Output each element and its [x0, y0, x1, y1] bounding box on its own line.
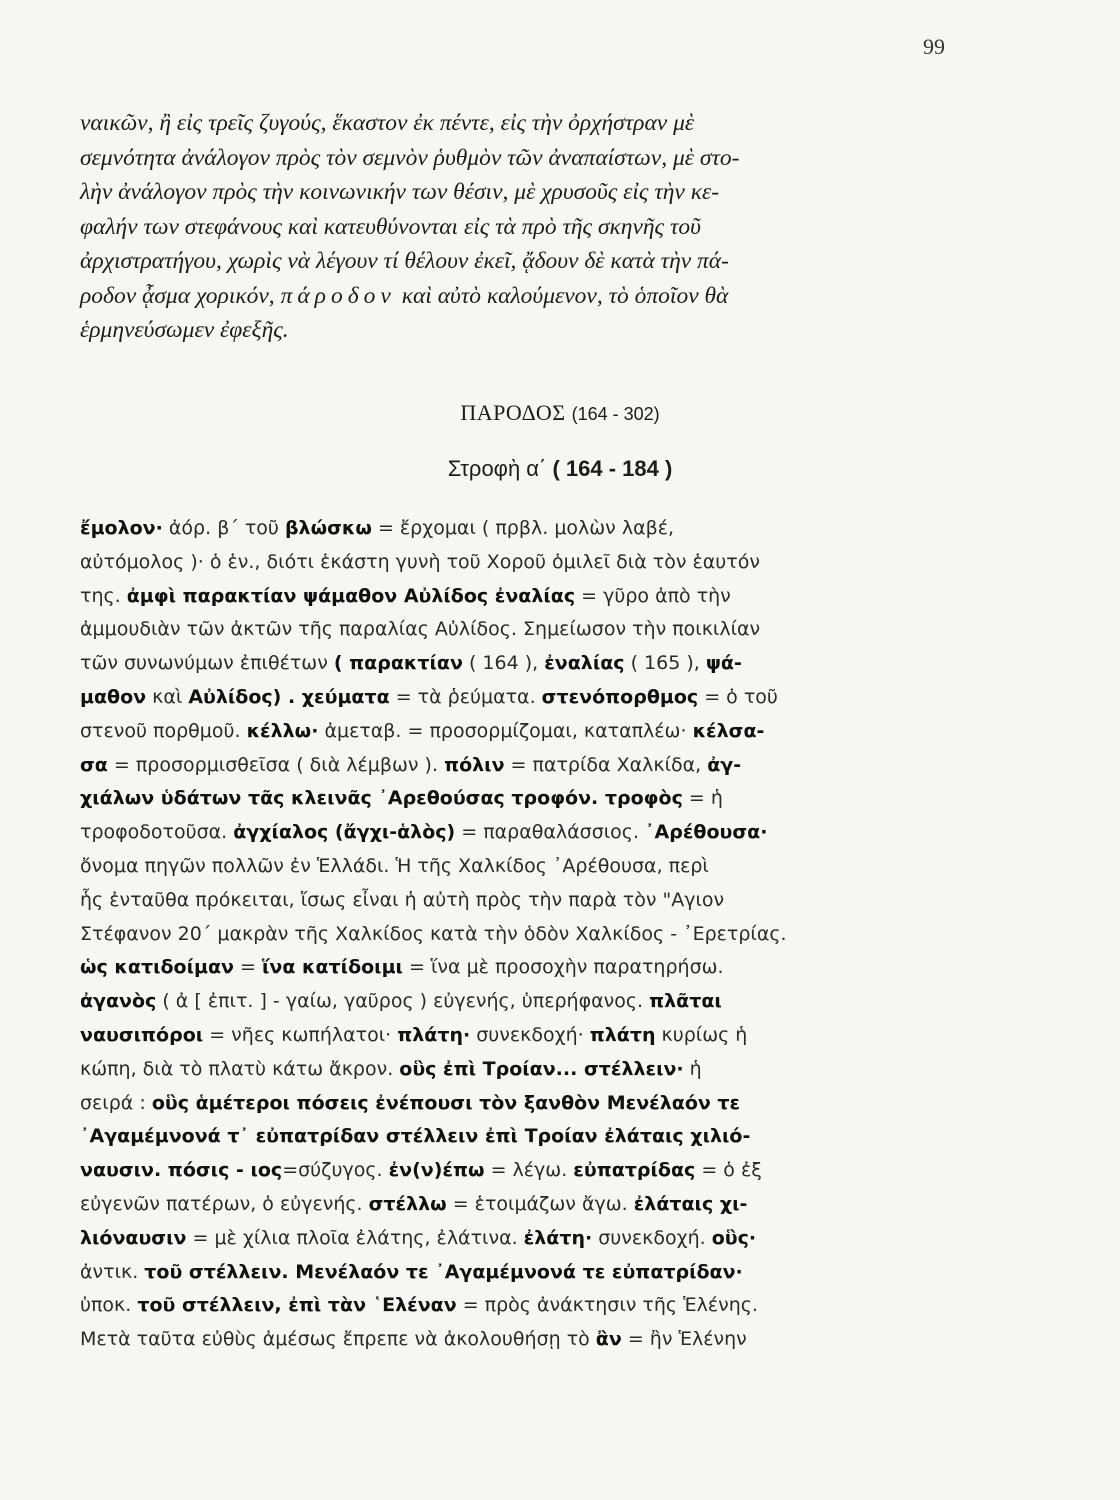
bold-term: ἀγχίαλος (ἄγχι-ἁλὸς)	[233, 821, 456, 844]
strophe-title-range: ( 164 - 184 )	[552, 456, 673, 481]
text-run: ἡ	[683, 1057, 702, 1080]
commentary-block	[80, 512, 950, 1357]
commentary-line	[80, 1087, 950, 1121]
spaced-term: πάροδον	[280, 282, 396, 309]
text-run: συνεκδοχή·	[470, 1023, 590, 1046]
text-run: τροφοδοτοῦσα.	[80, 821, 234, 844]
text-run: = πατρίδα Χαλκίδα,	[504, 753, 708, 776]
bold-term: τοῦ στέλλειν, ἐπὶ τὰν ῾Ελέναν	[137, 1294, 457, 1317]
commentary-line	[80, 1289, 950, 1323]
commentary-line	[80, 681, 950, 715]
commentary-line	[80, 1188, 950, 1222]
text-run: Μετὰ ταῦτα εὐθὺς ἀμέσως ἔπρεπε νὰ ἀκολουθήσῃ τὸ	[80, 1328, 596, 1351]
intro-line	[80, 279, 942, 314]
bold-term: οὓς ἁμέτεροι πόσεις ἐνέπουσι τὸν ξανθὸν Μενέλαόν τε	[151, 1091, 741, 1114]
commentary-line	[80, 749, 950, 783]
bold-term: ἵνα κατίδοιμι	[261, 956, 403, 979]
text-run: κώπη, διὰ τὸ πλατὺ κάτω ἄκρον.	[80, 1057, 400, 1080]
commentary-line	[80, 613, 950, 647]
text-run: Στέφανον 20΄ μακρὰν τῆς Χαλκίδος κατὰ τὴν ὁδὸν Χαλκίδος - ᾽Ερετρίας.	[80, 922, 787, 945]
bold-term: πόλιν	[444, 753, 505, 776]
text-run: συνεκδοχή.	[592, 1226, 712, 1249]
text-run: σειρά :	[80, 1091, 152, 1114]
intro-line	[80, 141, 942, 176]
bold-term: ἐναλίας	[544, 652, 625, 675]
text-run: = παραθαλάσσιος.	[455, 821, 646, 844]
commentary-line	[80, 918, 950, 952]
bold-term: οὓς·	[711, 1226, 757, 1249]
bold-term: ἂν	[595, 1328, 622, 1351]
commentary-line	[80, 884, 950, 918]
text-run: ( ἀ [ ἐπιτ. ] - γαίω, γαῦρος ) εὐγενής, ὑπερήφανος.	[156, 990, 650, 1013]
commentary-line	[80, 1120, 950, 1154]
bold-term: οὓς ἐπὶ Τροίαν... στέλλειν·	[399, 1057, 684, 1080]
commentary-line	[80, 1256, 950, 1290]
bold-term: ἐλάτη·	[523, 1226, 593, 1249]
text-run: φαλήν των στεφάνους καὶ κατευθύνονται εἰς τὰ πρὸ τῆς σκηνῆς τοῦ	[80, 213, 701, 240]
commentary-line	[80, 985, 950, 1019]
bold-term: ψά-	[705, 652, 742, 675]
bold-term: μαθον	[80, 685, 147, 708]
section-title-range: (164 - 302)	[571, 404, 660, 424]
text-run: = ἵνα μὲ προσοχὴν παρατηρήσω.	[402, 956, 724, 979]
text-run: = πρὸς ἀνάκτησιν τῆς Ἑλένης.	[456, 1294, 758, 1317]
bold-term: ᾽Αρέθουσα·	[645, 821, 768, 844]
intro-line	[80, 313, 942, 348]
bold-term: ἐλάταις χι-	[633, 1192, 748, 1215]
text-run: = ὁ τοῦ	[698, 685, 778, 708]
text-run: κυρίως ἡ	[655, 1023, 748, 1046]
text-run: =σύζυγος.	[282, 1159, 389, 1182]
text-run: ἀντικ.	[80, 1260, 145, 1283]
bold-term: στενόπορθμος	[541, 685, 699, 708]
text-run: καὶ	[146, 685, 189, 708]
text-run: εὐγενῶν πατέρων, ὁ εὐγενής.	[80, 1192, 369, 1215]
text-run: = τὰ ῥεύματα.	[389, 685, 542, 708]
bold-term: κέλλω·	[246, 719, 319, 742]
bold-term: ( παρακτίαν	[333, 652, 463, 675]
commentary-line	[80, 1154, 950, 1188]
text-run: καὶ αὐτὸ καλούμενον, τὸ ὁποῖον θὰ	[395, 282, 729, 309]
bold-term: πλάτη·	[397, 1023, 471, 1046]
bold-term: χιάλων ὑδάτων τᾶς κλεινᾶς ᾽Αρεθούσας τροφόν. τροφὸς	[80, 787, 683, 810]
bold-term: ἀμφὶ παρακτίαν ψάμαθον Αὐλίδος ἐναλίας	[126, 584, 576, 607]
commentary-line	[80, 951, 950, 985]
text-run: = μὲ χίλια πλοῖα ἐλάτης, ἐλάτινα.	[186, 1226, 524, 1249]
text-run: ναικῶν, ἢ εἰς τρεῖς ζυγούς, ἕκαστον ἐκ πέντε, εἰς τὴν ὀρχήστραν μὲ	[80, 110, 695, 136]
bold-term: ἔμολον·	[80, 517, 163, 539]
text-run: = ὁ ἐξ	[695, 1159, 762, 1182]
text-run: της.	[80, 584, 127, 607]
bold-term: ναυσιπόροι	[80, 1023, 204, 1046]
strophe-title	[0, 456, 1120, 482]
bold-term: ναυσιν. πόσις - ιος	[80, 1159, 283, 1182]
text-run: ἀρχιστρατήγου, χωρὶς νὰ λέγουν τί θέλουν ἐκεῖ, ᾄδουν δὲ κατὰ τὴν πά-	[80, 248, 729, 274]
text-run: = ἔρχομαι ( πρβλ. μολὼν λαβέ,	[371, 517, 675, 539]
bold-term: ἀγανὸς	[80, 990, 157, 1013]
bold-term: ἐν(ν)έπω	[388, 1159, 485, 1182]
intro-line	[80, 244, 942, 279]
bold-term: πλάτη	[589, 1023, 656, 1046]
bold-term: Αὐλίδος) . χεύματα	[188, 685, 390, 708]
text-run: λὴν ἀνάλογον πρὸς τὴν κοινωνικήν των θέσιν, μὲ χρυσοῦς εἰς τὴν κε-	[80, 179, 720, 205]
bold-term: λιόναυσιν	[80, 1226, 187, 1249]
bold-term: βλώσκω	[284, 517, 372, 539]
text-run: ἑρμηνεύσωμεν ἐφεξῆς.	[80, 317, 289, 343]
bold-term: πλᾶται	[649, 990, 722, 1013]
strophe-title-label: Στροφὴ α΄	[447, 456, 547, 481]
bold-term: στέλλω	[368, 1192, 447, 1215]
commentary-line	[80, 1222, 950, 1256]
commentary-line	[80, 580, 950, 614]
intro-line	[80, 106, 942, 141]
bold-term: κέλσα-	[692, 719, 765, 742]
bold-term: ᾽Αγαμέμνονά τ᾽ εὐπατρίδαν στέλλειν ἐπὶ Τροίαν ἐλάταις χιλιό-	[80, 1125, 751, 1148]
intro-paragraph	[80, 106, 942, 348]
commentary-line	[80, 1019, 950, 1053]
page-number: 99	[923, 34, 945, 59]
commentary-line	[80, 816, 950, 850]
text-run: ὄνομα πηγῶν πολλῶν ἐν Ἑλλάδι. Ἡ τῆς Χαλκίδος ᾽Αρέθουσα, περὶ	[80, 854, 709, 877]
section-title-label: ΠΑΡΟΔΟΣ	[460, 400, 566, 425]
intro-line	[80, 210, 942, 245]
commentary-line	[80, 715, 950, 749]
commentary-line	[80, 546, 950, 580]
bold-term: σα	[80, 753, 108, 776]
text-run: ὑποκ.	[80, 1294, 138, 1317]
bold-term: τοῦ στέλλειν. Μενέλαόν τε ᾽Αγαμέμνονά τε εὐπατρίδαν·	[144, 1260, 743, 1283]
text-run: = ἢν Ἑλένην	[621, 1328, 747, 1351]
commentary-line	[80, 512, 950, 546]
text-run: ἧς ἐνταῦθα πρόκειται, ἴσως εἶναι ἡ αὐτὴ πρὸς τὴν παρὰ τὸν "Αγιον	[80, 888, 725, 911]
text-run: =	[233, 956, 262, 979]
bold-term: ἀγ-	[707, 753, 742, 776]
text-run: ἀμεταβ. = προσορμίζομαι, καταπλέω·	[318, 719, 693, 742]
text-run: σεμνότητα ἀνάλογον πρὸς τὸν σεμνὸν ῥυθμὸν τῶν ἀναπαίστων, μὲ στο-	[80, 144, 740, 171]
text-run: ἀόρ. β΄ τοῦ	[162, 517, 285, 539]
text-run: = νῆες κωπήλατοι·	[203, 1023, 398, 1046]
text-run: ροδον ᾆσμα χορικόν,	[80, 282, 281, 309]
text-run: αὐτόμολος )· ὁ ἑν., διότι ἑκάστη γυνὴ τοῦ Χοροῦ ὁμιλεῖ διὰ τὸν ἑαυτόν	[80, 550, 760, 573]
text-run: ( 165 ),	[624, 652, 706, 675]
text-run: = ἡ	[682, 787, 723, 810]
text-run: = ἑτοιμάζων ἄγω.	[446, 1192, 634, 1215]
section-title	[0, 400, 1120, 426]
text-run: = προσορμισθεῖσα ( διὰ λέμβων ).	[107, 753, 445, 776]
commentary-line	[80, 1323, 950, 1357]
commentary-line	[80, 782, 950, 816]
text-run: = λέγω.	[484, 1159, 574, 1182]
text-run: = γῦρο ἀπὸ τὴν	[575, 584, 731, 607]
bold-term: εὐπατρίδας	[573, 1159, 696, 1182]
commentary-line	[80, 1053, 950, 1087]
text-run: ( 164 ),	[462, 652, 545, 675]
bold-term: ὡς κατιδοίμαν	[80, 956, 234, 979]
text-run: ἀμμουδιὰν τῶν ἀκτῶν τῆς παραλίας Αὐλίδος. Σημείωσον τὴν ποικιλίαν	[80, 618, 761, 641]
intro-line	[80, 175, 942, 210]
commentary-line	[80, 647, 950, 681]
text-run: τῶν συνωνύμων ἐπιθέτων	[80, 652, 334, 675]
commentary-line	[80, 850, 950, 884]
text-run: στενοῦ πορθμοῦ.	[80, 719, 247, 742]
